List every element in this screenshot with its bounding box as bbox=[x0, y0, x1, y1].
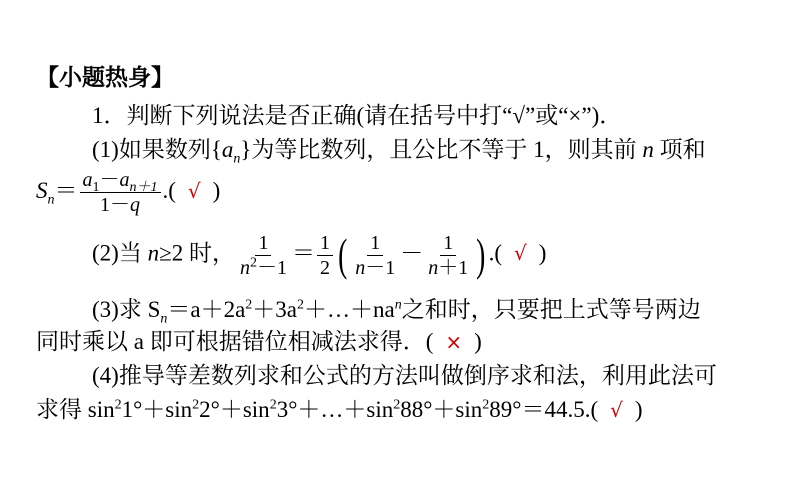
item1-text-b: }为等比数列，且公比不等于 1，则其前 bbox=[240, 137, 643, 162]
item2-var-n: n bbox=[147, 240, 160, 266]
item1-statement bbox=[92, 137, 706, 167]
item1-formula bbox=[36, 170, 220, 215]
sum-numerator: $a_1-a_{n+1}$ bbox=[80, 170, 161, 193]
item3-answer-mark: × bbox=[445, 330, 463, 354]
item2-paren-close: ) bbox=[538, 240, 547, 266]
item1-text-a: (1)如果数列{ bbox=[92, 137, 222, 162]
item4-statement: (4)推导等差数列求和公式的方法叫做倒序求和法，利用此法可 bbox=[92, 363, 717, 388]
item1-paren-close: ) bbox=[212, 177, 221, 203]
item4-statement-cont: 求得 $\sin^21^\circ+\sin^22^\circ+\sin^23^\circ+\dots+\sin^288^\circ+\sin^289^\circ=44.5$.( √ ) bbox=[36, 397, 643, 422]
item1-text-c: 项和 bbox=[653, 137, 706, 162]
item2-paren-open: .( bbox=[488, 240, 503, 266]
sum-denominator: 1－q bbox=[100, 194, 140, 216]
formula-eq: ＝ bbox=[54, 177, 78, 203]
item2-minus: － bbox=[400, 240, 424, 266]
left-paren: ( bbox=[338, 229, 348, 280]
item2-frac-half: $\frac{1}{2}$ bbox=[317, 233, 333, 278]
item2-text-a: (2)当 bbox=[92, 240, 148, 266]
item1-paren-open: .( bbox=[162, 177, 176, 203]
section-heading: 【小题热身】 bbox=[36, 65, 174, 90]
item1-var-n: n bbox=[642, 137, 654, 162]
item1-answer-mark: √ bbox=[187, 178, 201, 203]
item2-answer-mark: √ bbox=[514, 241, 527, 266]
question-intro: 1．判断下列说法是否正确(请在括号中打“√”或“×”)． bbox=[92, 103, 623, 128]
item2-eq: ＝ bbox=[291, 240, 315, 266]
item3-statement: (3)求 $S_n=a+2a^2+3a^2+\dots+na^n$之和时，只要把上式等号两边 bbox=[92, 297, 701, 327]
formula-s-sub: n bbox=[47, 192, 55, 208]
right-paren: ) bbox=[476, 229, 486, 280]
item1-var-a: a bbox=[221, 137, 234, 162]
item2-frac-left: $\frac{1}{n^2-1}$ bbox=[239, 231, 287, 279]
item2-statement bbox=[92, 229, 547, 280]
sum-fraction bbox=[80, 170, 161, 215]
item1-sub-n: n bbox=[233, 151, 241, 167]
item3-statement-cont: 同时乘以 a 即可根据错位相减法求得．( × ) bbox=[36, 329, 482, 354]
item4-answer-mark: √ bbox=[610, 398, 623, 422]
item2-frac-a: $\frac{1}{n-1}$ bbox=[355, 231, 396, 279]
item2-text-b: ≥2 时， bbox=[159, 240, 235, 266]
item2-frac-b: $\frac{1}{n+1}$ bbox=[428, 231, 469, 279]
formula-s: S bbox=[36, 177, 48, 203]
